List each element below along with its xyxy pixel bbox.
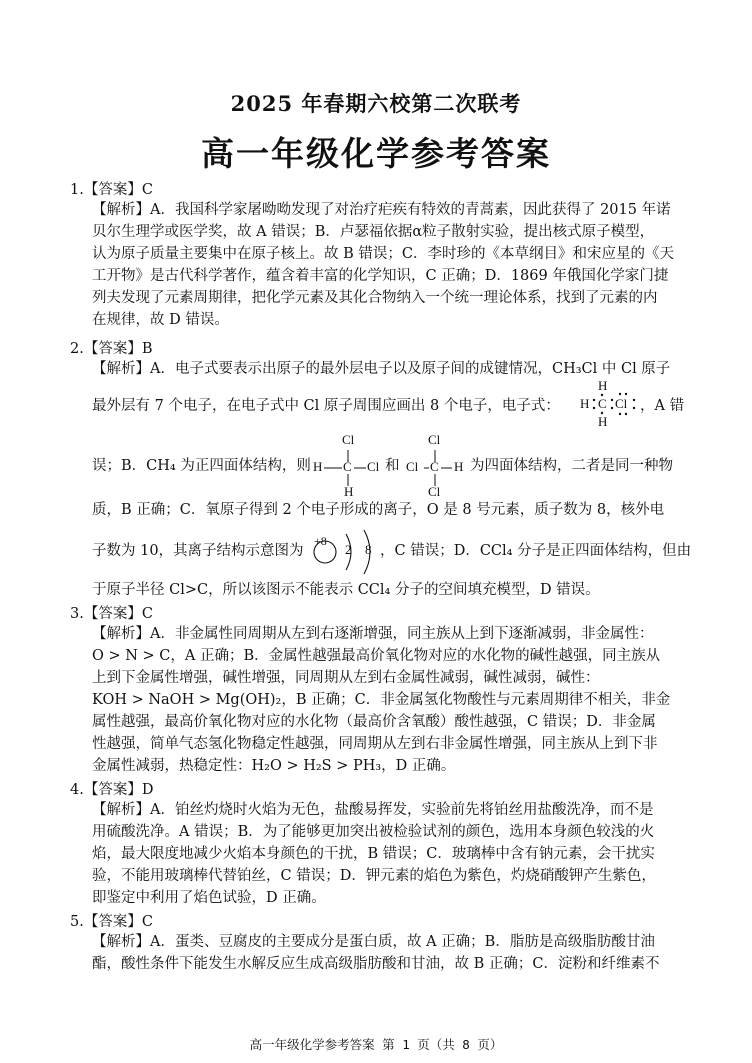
q1-line-2: 贝尔生理学或医学奖，故 A 错误；B．卢瑟福依据α粒子散射实验，提出核式原子模型， xyxy=(92,224,655,240)
q1-line-6: 在规律，故 D 错误。 xyxy=(92,312,229,328)
sf2-h-right: H xyxy=(454,459,464,474)
document-title: 高一年级化学参考答案 xyxy=(201,134,551,173)
q3-line-5: 属性越强，最高价氧化物对应的水化物（最高价含氧酸）酸性越强，C 错误；D．非金属 xyxy=(92,714,656,730)
sf1-c: C xyxy=(343,459,352,474)
electron-dots xyxy=(590,392,640,418)
q2-line-3: 误；B．CH₄ 为正四面体结构，则 xyxy=(92,458,311,474)
q1-answer: 1.【答案】C xyxy=(70,182,153,198)
q2-line-4: 质，B 正确；C．氧原子得到 2 个电子形成的离子，O 是 8 号元素，质子数为 8，核外电 xyxy=(92,502,665,518)
q3-line-4: KOH > NaOH > Mg(OH)₂，B 正确；C．非金属氢化物酸性与元素周期律不相关，非金 xyxy=(92,692,671,708)
ion-shell-1: 2 xyxy=(345,542,352,557)
q5-answer: 5.【答案】C xyxy=(70,914,153,930)
q3-answer: 3.【答案】C xyxy=(70,606,153,622)
q2-line-1: 【解析】A．电子式要表示出原子的最外层电子以及原子间的成键情况，CH₃Cl 中 Cl 原子 xyxy=(92,361,671,377)
q2-line-3-and: 和 xyxy=(385,458,400,474)
q1-line-4: 工开物》是古代科学著作，蕴含着丰富的化学知识，C 正确；D．1869 年俄国化学家门捷 xyxy=(92,268,669,284)
sf2-cl-top: Cl xyxy=(428,432,441,447)
q4-line-5: 即鉴定中利用了焰色试验，D 正确。 xyxy=(92,890,326,906)
q4-line-4: 验，不能用玻璃棒代替铂丝，C 错误；D．钾元素的焰色为紫色，灼烧硝酸钾产生紫色， xyxy=(92,868,656,884)
q5-line-2: 酯，酸性条件下能发生水解反应生成高级脂肪酸和甘油，故 B 正确；C．淀粉和纤维素不 xyxy=(92,956,660,972)
q2-line-5-tail: ，C 错误；D．CCl₄ 分子是正四面体结构，但由 xyxy=(380,543,692,559)
electron-formula-h-top: H xyxy=(598,378,608,393)
page-footer: 高一年级化学参考答案 第 1 页（共 8 页） xyxy=(249,1037,503,1052)
ion-nucleus-label: +8 xyxy=(314,534,327,548)
sf1-cl-right: Cl xyxy=(367,459,380,474)
q1-line-3: 认为原子质量主要集中在原子核上。故 B 错误；C．李时珍的《本草纲目》和宋应星的《天 xyxy=(92,246,674,262)
q3-line-3: 上到下金属性增强，碱性增强，同周期从左到右金属性减弱，碱性减弱，碱性： xyxy=(92,670,600,686)
q5-line-1: 【解析】A．蛋类、豆腐皮的主要成分是蛋白质，故 A 正确；B．脂肪是高级脂肪酸甘油 xyxy=(92,934,655,950)
sf1-h-bottom: H xyxy=(344,484,354,499)
electron-formula-c: C xyxy=(598,396,607,411)
q1-line-5: 列夫发现了元素周期律，把化学元素及其化合物纳入一个统一理论体系，找到了元素的内 xyxy=(92,290,658,306)
q2-line-3-tail: 为四面体结构，二者是同一种物 xyxy=(470,458,673,474)
sf1-cl-top: Cl xyxy=(342,432,355,447)
q3-line-1: 【解析】A．非金属性同周期从左到右逐渐增强，同主族从上到下逐渐减弱，非金属性： xyxy=(92,626,654,642)
q4-answer: 4.【答案】D xyxy=(70,782,154,798)
sf2-cl-left: Cl xyxy=(406,459,419,474)
q4-line-3: 焰，最大限度地减少火焰本身颜色的干扰，B 错误；C．玻璃棒中含有钠元素，会干扰实 xyxy=(92,846,655,862)
q4-line-2: 用硫酸洗净。A 错误；B．为了能够更加突出被检验试剂的颜色，选用本身颜色较浅的火 xyxy=(92,824,655,840)
exam-title: 2025 年春期六校第二次联考 xyxy=(230,91,522,116)
q2-line-6: 于原子半径 Cl>C，所以该图示不能表示 CCl₄ 分子的空间填充模型，D 错误。 xyxy=(92,582,600,598)
electron-formula-h-left: H xyxy=(580,396,590,411)
sf1-h-left: H xyxy=(313,459,323,474)
sf2-cl-bottom: Cl xyxy=(428,484,441,499)
q3-line-7: 金属性减弱，热稳定性：H₂O > H₂S > PH₃，D 正确。 xyxy=(92,758,456,774)
sf2-c: C xyxy=(430,459,439,474)
ion-shell-2: 8 xyxy=(365,542,372,557)
q1-line-1: 【解析】A．我国科学家屠呦呦发现了对治疗疟疾有特效的青蒿素，因此获得了 2015 年诺 xyxy=(92,202,671,218)
q2-answer: 2.【答案】B xyxy=(70,341,153,357)
q2-line-5: 子数为 10，其离子结构示意图为 xyxy=(92,543,304,559)
electron-formula-h-bottom: H xyxy=(598,414,608,429)
q3-line-2: O > N > C，A 正确；B．金属性越强最高价氧化物对应的水化物的碱性越强，同主族从 xyxy=(92,648,661,664)
q4-line-1: 【解析】A．铂丝灼烧时火焰为无色，盐酸易挥发，实验前先将铂丝用盐酸洗净，而不是 xyxy=(92,802,654,818)
q2-line-2-tail: ，A 错 xyxy=(640,398,685,414)
electron-formula-cl: Cl xyxy=(615,396,628,411)
q2-line-2: 最外层有 7 个电子，在电子式中 Cl 原子周围应画出 8 个电子，电子式： xyxy=(92,398,560,414)
q3-line-6: 性越强，简单气态氢化物稳定性越强，同周期从左到右非金属性增强，同主族从上到下非 xyxy=(92,736,658,752)
